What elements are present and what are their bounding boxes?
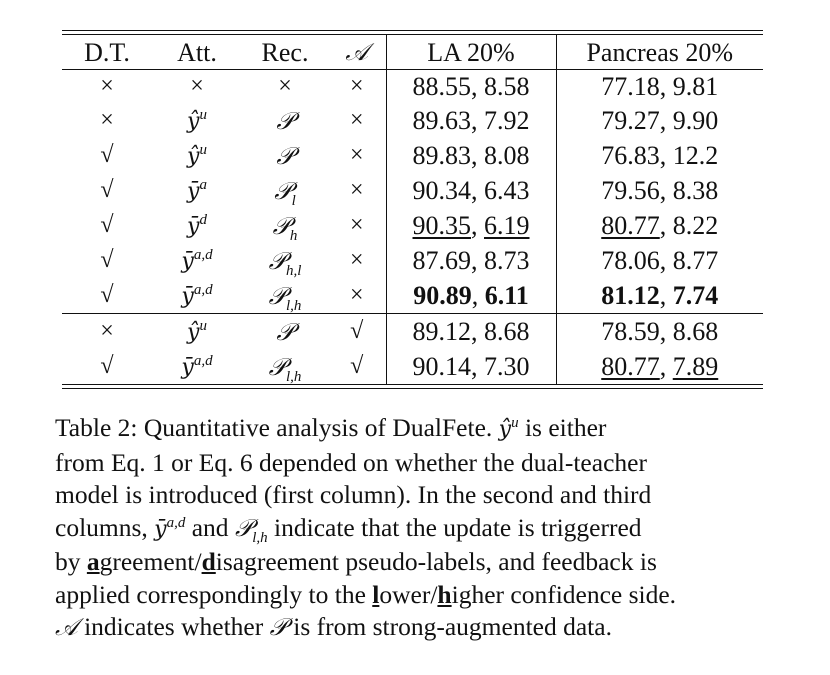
la-hd: 8.58 bbox=[484, 72, 530, 101]
results-table-container bbox=[62, 30, 763, 389]
la-hd: 6.43 bbox=[484, 176, 530, 205]
cell-att: $ŷ^u$ bbox=[187, 142, 207, 169]
pa-hd: 8.22 bbox=[672, 211, 719, 240]
la-dice: 89.12 bbox=[412, 317, 471, 346]
cell-dt: × bbox=[62, 314, 152, 350]
la-hd: 6.19 bbox=[484, 211, 530, 240]
cell-att: $ȳ^d$ bbox=[187, 212, 207, 239]
caption-line: model is introduced (first column). In the second and third bbox=[55, 480, 652, 509]
cell-dt: √ bbox=[100, 353, 114, 379]
cell-la: 90.35, 6.19 bbox=[386, 208, 556, 243]
cell-att: $ŷ^u$ bbox=[152, 314, 242, 350]
results-table bbox=[62, 35, 763, 384]
cell-rec: 𝒫$_{l,h}$ bbox=[268, 352, 302, 385]
cell-att: $ȳ^{a,d}$ bbox=[181, 353, 213, 380]
table-row bbox=[62, 103, 763, 138]
table-row bbox=[62, 243, 763, 278]
cell-pancreas: 76.83, 12.2 bbox=[601, 141, 719, 170]
table-row bbox=[62, 314, 763, 350]
cell-aug: × bbox=[328, 70, 386, 104]
la-hd: 6.11 bbox=[484, 281, 529, 310]
pa-dice: 79.56 bbox=[601, 176, 660, 205]
cell-rec: 𝒫$_{l,h}$ bbox=[268, 281, 302, 314]
cell-att: $ȳ^a$ bbox=[187, 177, 207, 204]
header-pancreas: Pancreas 20% bbox=[586, 37, 734, 67]
cell-la: 87.69, 8.73 bbox=[386, 243, 556, 278]
pa-hd: 12.2 bbox=[672, 141, 719, 170]
pa-dice: 78.59 bbox=[601, 317, 660, 346]
pa-dice: 79.27 bbox=[601, 106, 660, 135]
cell-la: 90.14, 7.30 bbox=[386, 349, 556, 384]
header-row bbox=[62, 35, 763, 70]
cell-att: $ŷ^u$ bbox=[187, 107, 207, 134]
la-hd: 7.92 bbox=[484, 106, 530, 135]
bottom-rule bbox=[62, 384, 763, 385]
pa-hd: 7.89 bbox=[672, 352, 719, 381]
cell-dt: √ bbox=[100, 212, 114, 238]
cell-att: $ȳ^{a,d}$ bbox=[181, 247, 213, 274]
cell-rec: 𝒫 bbox=[276, 141, 294, 170]
pa-dice: 81.12 bbox=[601, 281, 660, 310]
header-dt: D.T. bbox=[84, 37, 130, 67]
header-aug: 𝒜 bbox=[328, 35, 386, 70]
cell-dt: √ bbox=[100, 177, 114, 203]
la-hd: 8.73 bbox=[484, 246, 530, 275]
la-dice: 90.34 bbox=[412, 176, 471, 205]
cell-la: 88.55, 8.58 bbox=[386, 70, 556, 104]
la-dice: 87.69 bbox=[412, 246, 471, 275]
cell-pancreas: 80.77, 7.89 bbox=[601, 352, 719, 381]
caption-line: from Eq. 1 or Eq. 6 depended on whether the dual-teacher bbox=[55, 447, 647, 477]
cell-dt: √ bbox=[100, 142, 114, 168]
cell-pancreas: 78.06, 8.77 bbox=[601, 246, 719, 275]
pa-hd: 9.81 bbox=[672, 72, 719, 101]
pa-hd: 9.90 bbox=[672, 106, 719, 135]
cell-aug: × bbox=[328, 208, 386, 243]
la-dice: 90.14 bbox=[412, 352, 471, 381]
pa-hd: 7.74 bbox=[672, 281, 719, 310]
cell-pancreas: 79.56, 8.38 bbox=[601, 176, 719, 205]
pa-dice: 77.18 bbox=[601, 72, 660, 101]
table-row bbox=[62, 173, 763, 208]
cell-rec: × bbox=[242, 70, 328, 104]
cell-att: $ȳ^{a,d}$ bbox=[181, 282, 213, 309]
table-row bbox=[62, 208, 763, 243]
table-row bbox=[62, 138, 763, 173]
table-row bbox=[62, 349, 763, 384]
la-dice: 88.55 bbox=[412, 72, 471, 101]
cell-aug: √ bbox=[328, 314, 386, 350]
cell-dt: √ bbox=[100, 247, 114, 273]
cell-la: 90.89, 6.11 bbox=[386, 278, 556, 314]
pa-hd: 8.68 bbox=[672, 317, 719, 346]
cell-aug: × bbox=[328, 103, 386, 138]
caption-line: columns, $ȳ^{a,d}$ and 𝒫$_{l,h}$ indicate that the update is triggerred bbox=[55, 512, 642, 546]
cell-aug: × bbox=[328, 138, 386, 173]
cell-pancreas: 77.18, 9.81 bbox=[556, 70, 763, 104]
cell-aug: √ bbox=[328, 349, 386, 384]
caption-line: 𝒜 indicates whether 𝒫 is from strong-augmented data. bbox=[55, 612, 612, 641]
caption-line: Table 2: Quantitative analysis of DualFete. $ŷ^u$ is either bbox=[55, 413, 607, 442]
table-row bbox=[62, 278, 763, 314]
pa-dice: 78.06 bbox=[601, 246, 660, 275]
cell-rec: 𝒫$_{h,l}$ bbox=[268, 246, 302, 279]
la-hd: 8.68 bbox=[484, 317, 530, 346]
cell-pancreas: 81.12, 7.74 bbox=[601, 281, 719, 310]
table-row bbox=[62, 70, 763, 104]
cell-aug: × bbox=[328, 278, 386, 314]
la-dice: 89.63 bbox=[412, 106, 471, 135]
cell-pancreas: 79.27, 9.90 bbox=[601, 106, 719, 135]
la-dice: 90.89 bbox=[413, 281, 472, 310]
cell-la: 89.12, 8.68 bbox=[386, 314, 556, 350]
cell-rec: 𝒫$_l$ bbox=[274, 176, 296, 209]
cell-pancreas: 78.59, 8.68 bbox=[556, 314, 763, 350]
cell-dt: √ bbox=[100, 282, 114, 308]
cell-aug: × bbox=[328, 173, 386, 208]
table-caption bbox=[55, 412, 775, 644]
header-att: Att. bbox=[177, 37, 217, 67]
cell-dt: × bbox=[62, 70, 152, 104]
cell-pancreas: 80.77, 8.22 bbox=[601, 211, 719, 240]
cell-dt: × bbox=[100, 107, 114, 133]
caption-line: by agreement/disagreement pseudo-labels, and feedback is bbox=[55, 547, 657, 576]
la-dice: 90.35 bbox=[412, 211, 471, 240]
bottom-rule-double bbox=[62, 388, 763, 389]
cell-rec: 𝒫 bbox=[242, 314, 328, 350]
cell-att: × bbox=[152, 70, 242, 104]
pa-dice: 80.77 bbox=[601, 352, 660, 381]
pa-hd: 8.77 bbox=[672, 246, 719, 275]
la-dice: 89.83 bbox=[412, 141, 471, 170]
cell-rec: 𝒫 bbox=[276, 106, 294, 135]
cell-rec: 𝒫$_h$ bbox=[272, 211, 298, 244]
cell-la: 89.63, 7.92 bbox=[386, 103, 556, 138]
header-la: LA 20% bbox=[386, 35, 556, 70]
la-hd: 8.08 bbox=[484, 141, 530, 170]
cell-la: 89.83, 8.08 bbox=[386, 138, 556, 173]
caption-line: applied correspondingly to the lower/higher confidence side. bbox=[55, 579, 677, 609]
pa-dice: 76.83 bbox=[601, 141, 660, 170]
pa-hd: 8.38 bbox=[672, 176, 719, 205]
pa-dice: 80.77 bbox=[601, 211, 660, 240]
header-rec: Rec. bbox=[261, 37, 309, 67]
cell-aug: × bbox=[328, 243, 386, 278]
la-hd: 7.30 bbox=[484, 352, 530, 381]
cell-la: 90.34, 6.43 bbox=[386, 173, 556, 208]
top-rule bbox=[62, 30, 763, 31]
